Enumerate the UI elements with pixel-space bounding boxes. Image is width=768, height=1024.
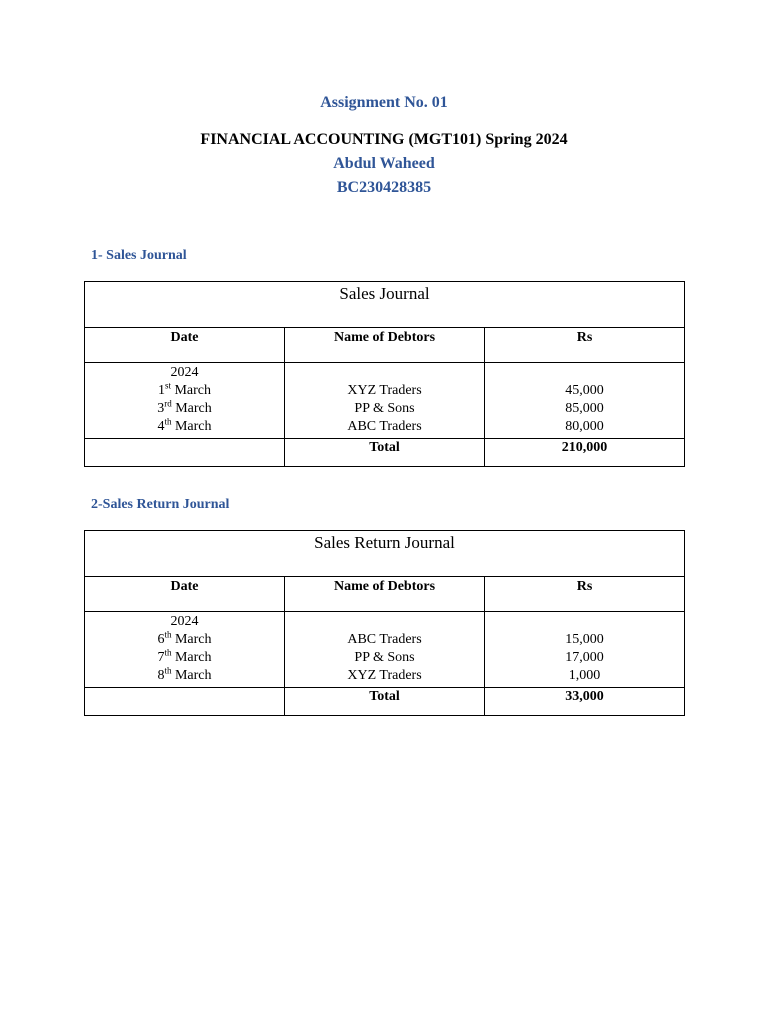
- table-row-debtor: XYZ Traders: [347, 668, 422, 683]
- column-header-date: Date: [85, 577, 285, 612]
- table-row-debtor: PP & Sons: [354, 650, 415, 665]
- sales-journal-table: [84, 281, 685, 467]
- table-row-amount: 80,000: [565, 419, 604, 434]
- assignment-title: Assignment No. 01: [320, 94, 448, 111]
- column-header-debtors: Name of Debtors: [285, 328, 485, 363]
- total-amount: 33,000: [485, 688, 685, 716]
- table-row-date: 8th March: [157, 665, 212, 683]
- table-row-amount: 1,000: [568, 668, 601, 683]
- date-cell: [85, 612, 285, 688]
- table-row-debtor: ABC Traders: [347, 632, 422, 647]
- section-heading-sales-return-journal: 2-Sales Return Journal: [91, 497, 230, 512]
- debtors-cell: [285, 612, 485, 688]
- sales-return-journal-table: [84, 530, 685, 716]
- table-row-amount: 15,000: [565, 632, 604, 647]
- table-row-date: 6th March: [157, 629, 212, 647]
- table-row-amount: 45,000: [565, 383, 604, 398]
- column-header-amount: Rs: [485, 328, 685, 363]
- table-row-date: 7th March: [157, 647, 212, 665]
- column-header-date: Date: [85, 328, 285, 363]
- amounts-cell: [485, 612, 685, 688]
- table-row-debtor: ABC Traders: [347, 419, 422, 434]
- table-row-amount: 17,000: [565, 650, 604, 665]
- total-label: Total: [285, 439, 485, 467]
- table-title: Sales Return Journal: [85, 531, 685, 577]
- debtors-cell: [285, 363, 485, 439]
- table-row-debtor: XYZ Traders: [347, 383, 422, 398]
- year-label: 2024: [170, 365, 199, 380]
- total-label: Total: [285, 688, 485, 716]
- table-row-date: 1st March: [157, 380, 212, 398]
- table-row-amount: 85,000: [565, 401, 604, 416]
- total-amount: 210,000: [485, 439, 685, 467]
- column-header-debtors: Name of Debtors: [285, 577, 485, 612]
- table-row-date: 3rd March: [157, 398, 212, 416]
- date-cell: [85, 363, 285, 439]
- total-empty-cell: [85, 439, 285, 467]
- section-heading-sales-journal: 1- Sales Journal: [91, 248, 187, 263]
- amounts-cell: [485, 363, 685, 439]
- table-row-debtor: PP & Sons: [354, 401, 415, 416]
- student-id: BC230428385: [336, 179, 432, 196]
- year-label: 2024: [170, 614, 199, 629]
- table-title: Sales Journal: [85, 282, 685, 328]
- table-row-date: 4th March: [157, 416, 212, 434]
- total-empty-cell: [85, 688, 285, 716]
- course-title: FINANCIAL ACCOUNTING (MGT101) Spring 2024: [200, 131, 568, 148]
- student-name: Abdul Waheed: [333, 155, 435, 172]
- column-header-amount: Rs: [485, 577, 685, 612]
